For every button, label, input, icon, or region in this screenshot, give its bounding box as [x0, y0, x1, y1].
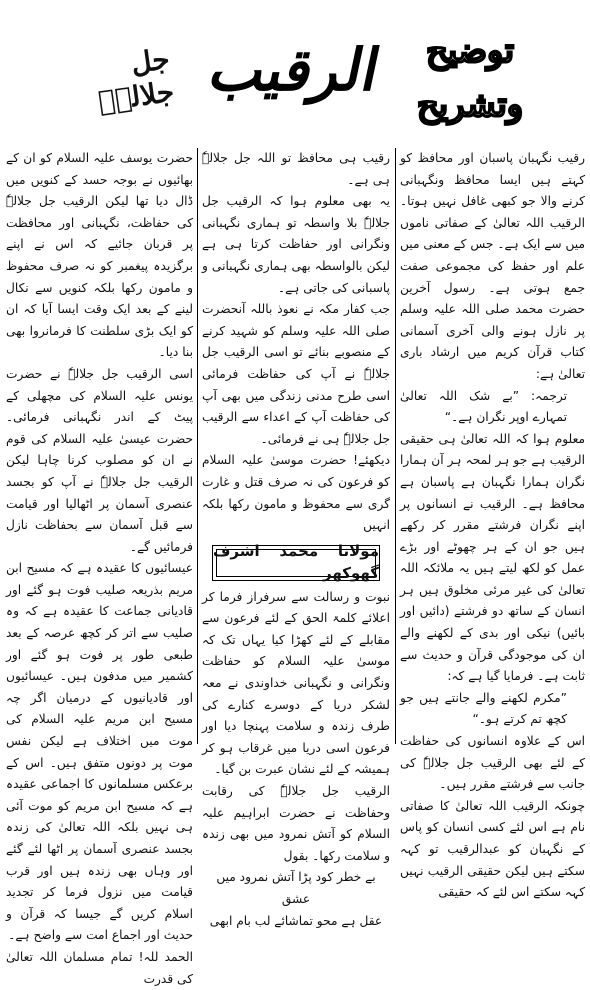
column-left: [6, 148, 193, 986]
paragraph: جب کفار مکہ نے نعوذ باللہ آنحضرت صلی اللہ علیہ وسلم کو شہید کرنے کے منصوبے بنائے تو اسی الرقیب جل جلالہٗ نے آپ کی حفاظت فرمائی اسی طرح مدنی زندگی میں بھی آپ کی حفاظت آپ کے اعداء سے الرقیب جل جلالہٗ ہی نے فرمائی۔: [202, 302, 390, 446]
header-tashreeh-text: وتشریح: [416, 85, 524, 125]
header-title-text: الرقیب: [203, 36, 387, 104]
paragraph: حضرت یوسف علیہ السلام کو ان کے بھائیوں نے بوجہ حسد کے کنویں میں ڈال دیا تھا لیکن الرقیب جل جلالہٗ کی حفاظت، نگہبانی اور محافظت پر قربان جائیے کہ اس نے اپنے برگزیدہ پیغمبر کو نہ صرف محفوظ و مامون رکھا بلکہ کنویں سے نکال لینے کے بعد ایک وقت ایسا آیا کہ ان کو ایک بڑی سلطنت کا فرمانروا بھی بنا دیا۔: [6, 151, 193, 360]
header-tawdih-text: توضیح: [425, 31, 515, 71]
header-title: [150, 14, 440, 126]
paragraph: الرقیب جل جلالہٗ کی رقابت وحفاظت نے حضرت ابراہیم علیہ السلام کو آتش نمرود میں بھی زندہ و سلامت رکھا۔ بقول: [202, 784, 390, 863]
article-header: [0, 8, 590, 140]
paragraph: یہ بھی معلوم ہوا کہ الرقیب جل جلالہٗ بلا واسطہ تو ہماری نگہبانی ونگرانی اور حفاظت کرتا ہی ہے لیکن بالواسطہ بھی ہماری نگہبانی و پاسبانی کی جاتی ہے۔: [202, 194, 390, 295]
paragraph: معلوم ہوا کہ اللہ تعالیٰ ہی حقیقی الرقیب ہے جو ہر لمحہ ہر آن ہمارا نگران ہمارا نگہبان ہے پاسبان ہے محافظ ہے۔ الرقیب نے انسانوں پر اپنے نگران فرشتے مقرر کر رکھے ہیں جو ان کے ہر چھوٹے اور بڑے عمل کو لکھ لیتے ہیں یہ ملائکہ اللہ تعالیٰ کی غیر مرئی مخلوق ہیں ہر انسان کے ساتھ دو فرشتے (دائیں اور بائیں) نیکی اور بدی کے لکھنے والے ان کی موجودگی قرآن و حدیث سے ثابت ہے۔ فرمایا گیا ہے کہ:: [400, 431, 585, 684]
column-right: [400, 148, 585, 900]
paragraph: چونکہ الرقیب اللہ تعالیٰ کا صفاتی نام ہے اس لئے کسی انسان کو پاس کے نگہبان کو عبدالرقیب تو کہہ سکتے ہیں لیکن حقیقی الرقیب نہیں کہہ سکتے اس لئے کہ حقیقی: [400, 798, 585, 900]
verse-line: عقل ہے محو تماشائے لب بام ابھی: [209, 913, 383, 928]
paragraph: دیکھئے! حضرت موسیٰ علیہ السلام کو فرعون کی نہ صرف قتل و غارت گری سے محفوظ و مامون رکھا بلکہ انہیں: [202, 453, 390, 533]
header-title-side-text: جل جلالہٗ: [96, 42, 177, 119]
quote: ”مکرم لکھنے والے جانتے ہیں جو کچھ تم کرتے ہو۔“: [400, 690, 567, 727]
column-middle: [202, 148, 390, 928]
paragraph: رقیب نگہبان پاسبان اور محافظ کو کہتے ہیں ایسا محافظ ونگہبانی کرنے والا جو کبھی غافل نہیں ہوتا۔ الرقیب اللہ تعالیٰ کے صفاتی ناموں میں سے ایک ہے۔ جس کے معنی میں علم اور حفظ کی مجموعی صفت جمع ہوتی ہے۔ رسول آخرین حضرت محمد صلی اللہ علیہ وسلم پر نازل ہونے والی آخری آسمانی کتاب قرآن کریم میں ارشاد باری تعالیٰ ہے:: [400, 151, 585, 381]
paragraph: اسی الرقیب جل جلالہٗ نے حضرت یونس علیہ السلام کی مچھلی کے پیٹ کے اندر نگہبانی فرمائی۔ حضرت عیسیٰ علیہ السلام کی قوم نے ان کو مصلوب کرنا چاہا لیکن الرقیب جل جلالہٗ نے آپ کو بجسد عنصری آسمان پر اٹھالیا اور قیامت سے قبل آسمان سے بحفاظت نازل فرمائیں گے۔: [6, 366, 193, 554]
paragraph: نبوت و رسالت سے سرفراز فرما کر اعلائے کلمۃ الحق کے لئے فرعون سے مقابلے کے لئے کھڑا کیا یہاں تک کہ موسیٰ علیہ السلام کو حفاظت ونگرانی و نگہبانی خداوندی نے معہ لشکر دریا کے دوسرے کنارے کی طرف زندہ و سلامت پہنچا دیا اور فرعون اسی دریا میں غرقاب ہو کر ہمیشہ کے لئے نشان عبرت بن گیا۔: [202, 589, 390, 777]
header-title-side: [82, 42, 177, 119]
author-byline: [212, 542, 380, 582]
paragraph: الحمد للہ! تمام مسلمان اللہ تعالیٰ کی قدرت: [6, 949, 193, 986]
author-name: مولانا محمد اشرف گھوکھر: [213, 542, 379, 582]
paragraph: رقیب ہی محافظ تو اللہ جل جلالہٗ ہی ہے۔: [202, 151, 390, 187]
verse-line: بے خطر کود پڑا آتش نمرود میں عشق: [216, 870, 376, 906]
column-divider: [197, 148, 198, 744]
paragraph: عیسائیوں کا عقیدہ ہے کہ مسیح ابن مریم بذریعہ صلیب فوت ہو گئے اور قادیانی جماعت کا عقیدہ ہے کہ وہ صلیب سے اتر کر کچھ عرصہ کے بعد طبعی طور پر فوت ہو گئے اور کشمیر میں مدفون ہیں۔ عیسائیوں اور قادیانیوں کے درمیان اگر چہ مسیح ابن مریم علیہ السلام کی موت میں اختلاف ہے لیکن نفس موت پر دونوں متفق ہیں۔ اس کے برعکس مسلمانوں کا اجماعی عقیدہ ہے کہ مسیح ابن مریم کو موت آئی ہی نہیں بلکہ اللہ تعالیٰ کی زندہ بجسد عنصری آسمان پر اٹھا لئے گئے اور وہاں بھی زندہ ہیں اور قرب قیامت میں نزول فرما کر تجدید اسلام کریں گے جیسا کہ قرآن و حدیث اور اجماع امت سے واضح ہے۔: [6, 561, 193, 943]
paragraph: اس کے علاوہ انسانوں کی حفاظت کے لئے بھی الرقیب جل جلالہٗ کی جانب سے فرشتے مقرر ہیں۔: [400, 734, 585, 792]
column-divider: [395, 148, 396, 744]
translation: ترجمہ: ”بے شک اللہ تعالیٰ تمہارے اوپر نگران ہے۔“: [400, 388, 567, 425]
